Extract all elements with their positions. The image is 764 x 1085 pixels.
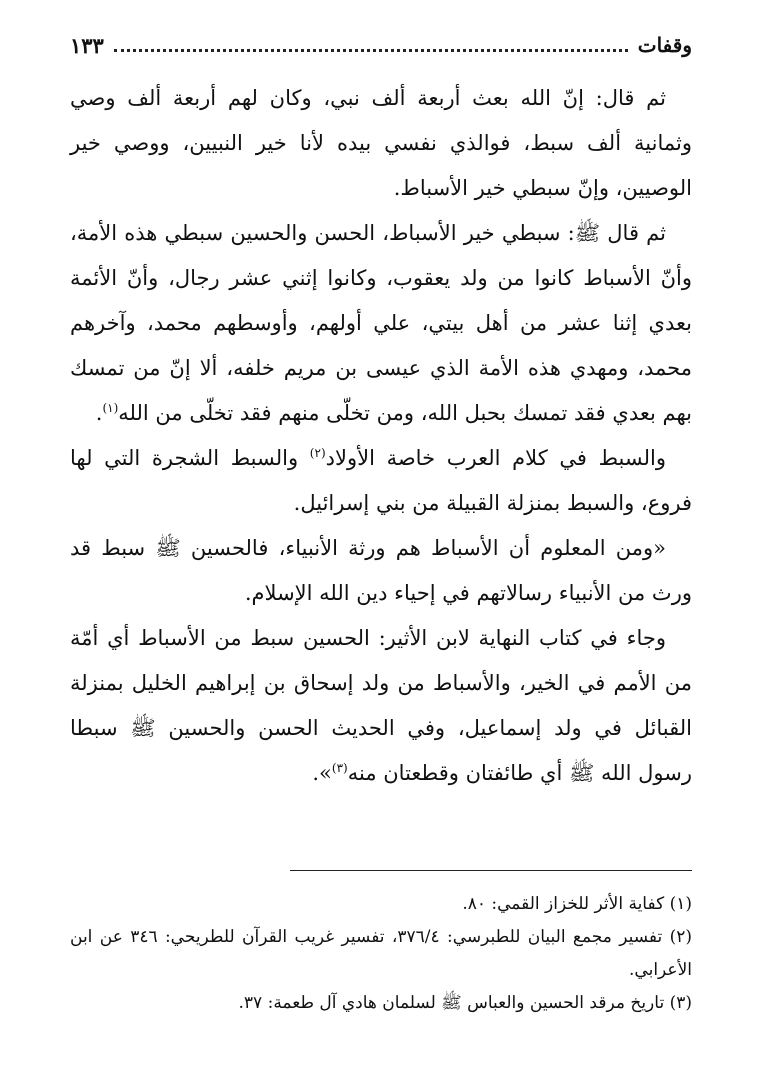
footnote-marker: (١) (102, 401, 119, 415)
paragraph-tail: والسبط الشجرة التي لها فروع، والسبط بمنزلة القبيلة من بني إسرائيل. (70, 446, 692, 515)
page-number: ١٣٣ (70, 32, 104, 58)
paragraph-text: «ومن المعلوم أن الأسباط هم ورثة الأنبياء، فالحسين ﷺ سبط قد ورث من الأنبياء رسالاتهم في إحياء دين الله الإسلام. (70, 536, 692, 605)
footnote: (٣) تاريخ مرقد الحسين والعباس ﷺ لسلمان هادي آل طعمة: ٣٧. (238, 993, 692, 1013)
paragraph (70, 76, 692, 211)
footnote-divider (290, 870, 692, 871)
paragraph-text: والسبط في كلام العرب خاصة الأولاد (325, 446, 666, 470)
paragraph-text: ثم قال: إنّ الله بعث أربعة ألف نبي، وكان لهم أربعة ألف وصي وثمانية ألف سبط، فوالذي نفسي بيده لأنا خير النبيين، ووصي خير الوصيين، وإنّ سبطي خير الأسباط. (70, 86, 692, 200)
paragraph-tail: ». (312, 761, 332, 785)
dot-leader (114, 49, 628, 52)
page-header (70, 28, 692, 62)
paragraph (70, 526, 692, 616)
footnote-marker: (٢) (309, 446, 326, 460)
running-title: وقفات (637, 33, 692, 57)
paragraph (70, 211, 692, 436)
paragraph-text: وجاء في كتاب النهاية لابن الأثير: الحسين سبط من الأسباط أي أمّة من الأمم في الخير، والأسباط من ولد إسحاق بن إبراهيم الخليل بمنزلة القبائل في ولد إسماعيل، وفي الحديث الحسن والحسين ﷺ سبطا رسول الله ﷺ أي طائفتان وقطعتان منه (70, 626, 692, 785)
paragraph-tail: . (95, 401, 103, 425)
paragraph-text: ثم قال ﷺ: سبطي خير الأسباط، الحسن والحسين سبطي هذه الأمة، وأنّ الأسباط كانوا من ولد يعقوب، وكانوا إثني عشر رجال، وأنّ الأئمة بعدي إثنا عشر من أهل بيتي، علي أولهم، وأوسطهم محمد، وآخرهم محمد، ومهدي هذه الأمة الذي عيسى بن مريم خلفه، ألا إنّ من تمسك بهم بعدي فقد تمسك بحبل الله، ومن تخلّى منهم فقد تخلّى من الله (70, 221, 692, 425)
main-text (70, 76, 692, 796)
paragraph (70, 436, 692, 526)
footnotes (70, 888, 692, 1020)
footnote-marker: (٣) (331, 761, 348, 775)
footnote: (٢) تفسير مجمع البيان للطبرسي: ٣٧٦/٤، تفسير غريب القرآن للطريحي: ٣٤٦ عن ابن الأعرابي. (70, 927, 693, 980)
footnote: (١) كفاية الأثر للخزاز القمي: ٨٠. (462, 894, 692, 914)
paragraph (70, 616, 692, 796)
